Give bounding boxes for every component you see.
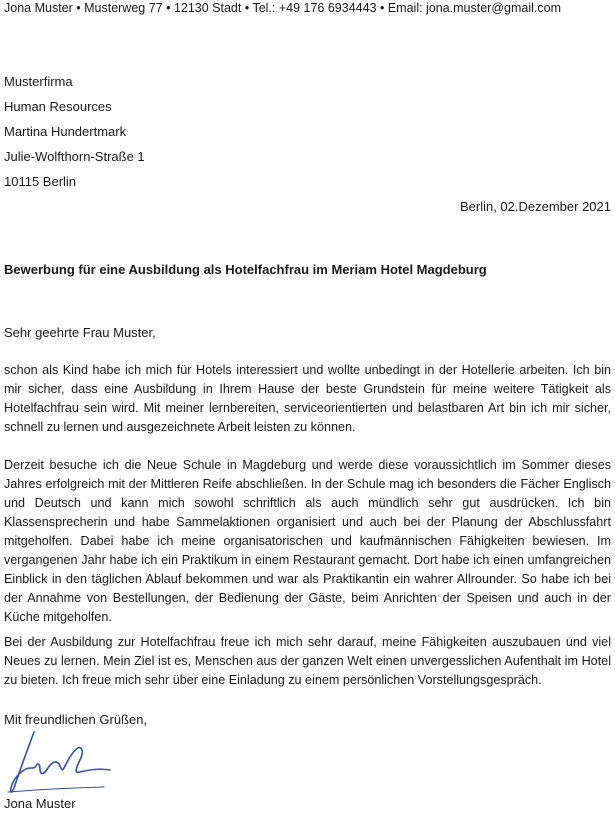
recipient-contact: Martina Hundertmark bbox=[4, 124, 127, 139]
recipient-company: Musterfirma bbox=[4, 74, 73, 89]
letter-subject: Bewerbung für eine Ausbildung als Hotelfachfrau im Meriam Hotel Magdeburg bbox=[4, 262, 487, 277]
body-paragraph-3: Bei der Ausbildung zur Hotelfachfrau freue ich mich sehr darauf, meine Fähigkeiten auszubauen und viel Neues zu lernen. Mein Ziel ist es, Menschen aus der ganzen Welt einen unvergesslichen Aufenthalt im Hotel zu bieten. Ich freue mich sehr über eine Einladung zu einem persönlichen Vorstellungsgespräch. bbox=[4, 635, 611, 687]
handwritten-signature bbox=[4, 730, 114, 796]
closing-phrase: Mit freundlichen Grüßen, bbox=[4, 712, 148, 727]
letter-date: Berlin, 02.Dezember 2021 bbox=[459, 199, 611, 214]
body-paragraph-1: schon als Kind habe ich mich für Hotels interessiert und wollte unbedingt in der Hotellerie arbeiten. Ich bin mir sicher, dass eine Ausbildung in Ihrem Hause der beste Grundstein für meine weitere Tätigkeit als Hotelfachfrau sein wird. Mit meiner lernbereiten, serviceorientierten und belastbaren Art bin ich mir sicher, schnell zu lernen und ausgezeichnete Arbeit leisten zu können. bbox=[4, 363, 611, 434]
body-paragraph-2: Derzeit besuche ich die Neue Schule in Magdeburg und werde diese voraussichtlich im Sommer dieses Jahres erfolgreich mit der Mittleren Reife abschließen. In der Schule mag ich besonders die Fächer Englisch und Deutsch und kann mich sowohl schriftlich als auch mündlich sehr gut ausdrücken. Ich bin Klassensprecherin und habe Sammelaktionen organisiert und auch bei der Planung der Abschlussfahrt mitgeholfen. Dabei habe ich meine organisatorischen und kaufmännischen Fähigkeiten bewiesen. Im vergangenen Jahr habe ich ein Praktikum in einem Restaurant gemacht. Dort habe ich einen umfangreichen Einblick in den täglichen Ablauf bekommen und war als Praktikantin ein wahrer Allrounder. So habe ich bei der Annahme von Bestellungen, der Bedienung der Gäste, beim Anrichten der Speisen und auch in der Küche mitgeholfen. bbox=[4, 458, 611, 624]
salutation: Sehr geehrte Frau Muster, bbox=[4, 325, 156, 340]
recipient-city: 10115 Berlin bbox=[4, 174, 77, 189]
signature-underline bbox=[8, 787, 104, 792]
recipient-address bbox=[4, 73, 145, 198]
signer-name: Jona Muster bbox=[4, 796, 76, 811]
sender-header: Jona Muster • Musterweg 77 • 12130 Stadt • Tel.: +49 176 6934443 • Email: jona.muster@gmail.com bbox=[4, 1, 561, 15]
recipient-department: Human Resources bbox=[4, 99, 112, 114]
signature-stroke bbox=[11, 732, 110, 792]
recipient-street: Julie-Wolfthorn-Straße 1 bbox=[4, 149, 145, 164]
